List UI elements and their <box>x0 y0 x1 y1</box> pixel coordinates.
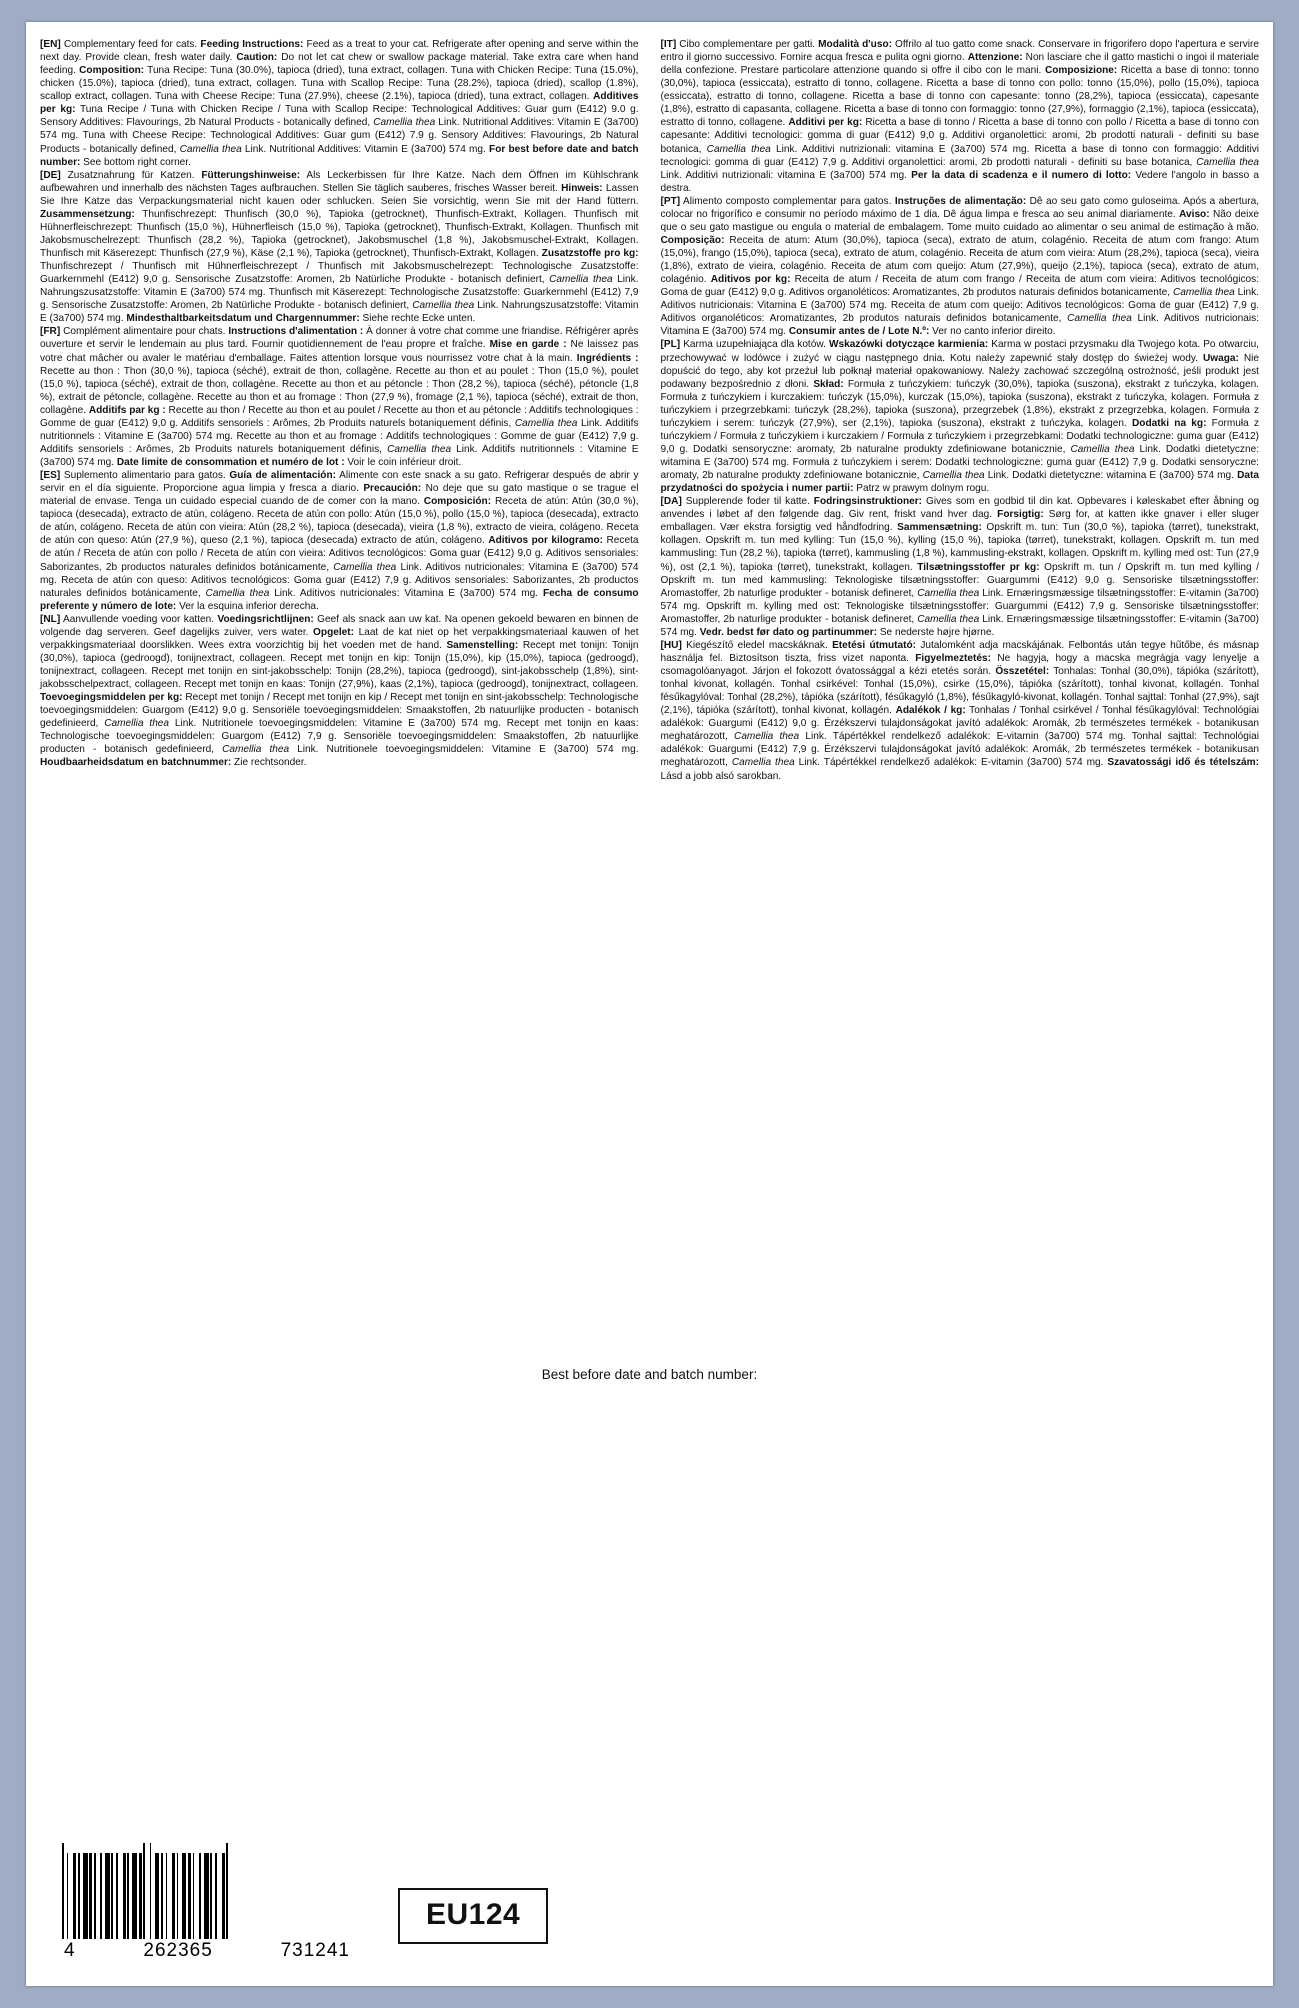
best-before-caption: Best before date and batch number: <box>541 1367 758 1382</box>
lang-tag-en: [EN] <box>40 39 61 50</box>
multilingual-text-columns <box>40 38 1259 1358</box>
batch-code-box: EU124 <box>398 1888 548 1944</box>
barcode-bars <box>62 1843 352 1939</box>
product-label <box>26 22 1273 1986</box>
left-text-column <box>40 38 639 1358</box>
lang-block-hu <box>661 639 1260 783</box>
lang-tag-es: [ES] <box>40 470 61 482</box>
barcode-digit-group-3: 731241 <box>280 1940 350 1961</box>
lang-block-nl <box>40 613 639 770</box>
lang-block-it <box>661 38 1260 195</box>
lang-body-pl: Wskazówki dotyczące karmienia: Karma w postaci przysmaku dla Twojego kota. Po otwarciu, przechowywać w lodówce i zużyć w ciągu następnego dnia. Kotu należy zapewnić stały dostęp do świeżej wody. Uwaga: Nie dopuścić do tego, aby kot przeżuł lub połknął materiał opakowaniowy. Należy zachować szczególną ostrożność, jeśli produkt jest podawany bezpośrednio z dłoni. Skład: Formuła z tuńczykiem: tuńczyk (30,0%), tapioka (suszona), ekstrakt z tuńczyka, kolagen. Formuła z tuńczykiem i kurczakiem: tuńczyk (15,0%), kurczak (15,0%), tapioka (suszona), ekstrakt z tuńczyka, kolagen. Formuła z tuńczykiem i przegrzebkami: tuńczyk (28,2%), tapioka (suszona), przegrzebek (1,8%), ekstrakt z przegrzebka, kolagen. Formuła z tuńczykiem i serem: tuńczyk (27,9%), ser (2,1%), tapioka (suszona), ekstrakt z tuńczyka, kolagen. Dodatki na kg: Formuła z tuńczykiem / Formuła z tuńczykiem i kurczakiem / Formuła z tuńczykiem i przegrzebkami: Dodatki technologiczne: guma guar (E412) 9,0 g. Dodatki sensoryczne: aromaty, 2b naturalne produkty zdefiniowane botanicznie, Camellia thea Link. Dodatki dietetyczne: witamina E (3a700) 574 mg. Formuła z tuńczykiem i serem: Dodatki technologiczne: guma guar (E412) 7,9 g. Dodatki sensoryczne: aromaty, 2b naturalne produkty zdefiniowane botanicznie, Camellia thea Link. Dodatki dietetyczne: witamina E (3a700) 574 mg. Data przydatności do spożycia i numer partii: Patrz w prawym dolnym rogu. <box>660 339 1260 495</box>
right-text-column <box>661 38 1260 1358</box>
lang-lead-fr: Complément alimentaire pour chats. <box>63 326 226 338</box>
lang-body-de: Fütterungshinweise: Als Leckerbissen für Ihre Katze. Nach dem Öffnen im Kühlschrank aufbewahren und innerhalb des nächsten Tages aufbrauchen. Stellen Sie täglich sauberes, frisches Wasser bereit. Hinweis: Lassen Sie Ihre Katze das Verpackungsmaterial nicht kauen oder schlucken. Seien Sie vorsichtig, wenn Sie mit der Hand füttern. Zusammensetzung: Thunfischrezept: Thunfisch (30,0 %), Tapioka (getrocknet), Thunfisch-Extrakt, Kollagen. Thunfisch mit Hühnerfleischrezept: Thunfisch (15,0 %), Hühnerfleisch (15,0 %), Tapioka (getrocknet), Thunfisch-Extrakt, Kollagen. Thunfisch mit Jakobsmuschelrezept: Thunfisch (28,2 %), Tapioka (getrocknet), Jakobsmuschel (1,8 %), Jakobsmuschel-Extrakt, Kollagen. Thunfisch mit Käserezept: Thunfisch (27,9 %), Käse (2,1 %), Tapioka (getrocknet), Thunfisch-Extrakt, Kollagen. Zusatzstoffe pro kg: Thunfischrezept / Thunfisch mit Hühnerfleischrezept / Thunfisch mit Jakobsmuschelrezept: Technologische Zusatzstoffe: Guarkernmehl (E412) 9,0 g. Sensorische Zusatzstoffe: Aromen, 2b Natürliche Produkte - botanisch definiert, Camellia thea Link. Nahrungszusatzstoffe: Vitamin E (3a700) 574 mg. Thunfisch mit Käserezept: Technologische Zusatzstoffe: Guarkernmehl (E412) 7,9 g. Sensorische Zusatzstoffe: Aromen, 2b Natürliche Produkte - botanisch definiert, Camellia thea Link. Nahrungszusatzstoffe: Vitamin E (3a700) 574 mg. Mindesthaltbarkeitsdatum und Chargennummer: Siehe rechte Ecke unten. <box>40 169 639 325</box>
lang-lead-nl: Aanvullende voeding voor katten. <box>63 613 215 625</box>
lang-block-es <box>40 469 639 613</box>
lang-block-da <box>661 495 1260 639</box>
lang-tag-pl: [PL] <box>660 339 681 351</box>
lang-tag-da: [DA] <box>660 496 682 508</box>
lang-block-fr <box>40 325 639 469</box>
lang-body-it: Modalità d'uso: Offrilo al tuo gatto come snack. Conservare in frigorifero dopo l'apertura e servire entro il giorno successivo. Fornire acqua fresca e pulita ogni giorno. Attenzione: Non lasciare che il gatto mastichi o ingoi il materiale della confezione. Prestare particolare attenzione quando si offre il cibo con le mani. Composizione: Ricetta a base di tonno: tonno (30,0%), tapioca (essiccata), estratto di tonno, collagene. Ricetta a base di tonno con pollo: tonno (15,0%), pollo (15,0%), tapioca (essiccata), estratto di tonno, collagene. Ricetta a base di tonno con capesante: tonno (28,2%), tapioca (essiccata), capesante (1,8%), estratto di capasanta, collagene. Ricetta a base di tonno con formaggio: tonno (27,9%), formaggio (2,1%), tapioca (essiccata), estratto di tonno, collagene. Additivi per kg: Ricetta a base di tonno / Ricetta a base di tonno con pollo / Ricetta a base di tonno con capesante: Additivi tecnologici: gomma di guar (E412) 9,0 g. Additivi organolettici: aromi, 2b prodotti naturali - definiti su base botanica, Camellia thea Link. Additivi nutrizionali: vitamina E (3a700) 574 mg. Ricetta a base di tonno con formaggio: Additivi tecnologici: gomma di guar (E412) 7,9 g. Additivi organolettici: aromi, 2b prodotti naturali - definiti su base botanica, Camellia thea Link. Additivi nutrizionali: vitamina E (3a700) 574 mg. Per la data di scadenza e il numero di lotto: Vedere l'angolo in basso a destra. <box>660 39 1260 194</box>
lang-tag-hu: [HU] <box>660 639 682 651</box>
barcode <box>62 1843 352 1962</box>
lang-body-da: Fodringsinstruktioner: Gives som en godbid til din kat. Opbevares i køleskabet efter åbning og anvendes i løbet af den følgende dag. Giv rent, friskt vand hver dag. Forsigtig: Sørg for, at katten ikke gnaver i eller sluger emballagen. Vær ekstra forsigtig ved håndfodring. Sammensætning: Opskrift m. tun: Tun (30,0 %), tapioka (tørret), tunekstrakt, kollagen. Opskrift m. tun med kylling: Tun (15,0 %), kylling (15,0 %), tapioka (tørret), tunekstrakt, kollagen. Opskrift m. tun med kammusling: Tun (28,2 %), tapioka (tørret), kammusling (1,8 %), kammusling-ekstrakt, kollagen. Opskrift m. kylling med ost: Tun (27,9 %), ost (2,1 %), tapioka (tørret), tunekstrakt, kollagen. Tilsætningsstoffer pr kg: Opskrift m. tun / Opskrift m. tun med kylling / Opskrift m. tun med kammusling: Teknologiske tilsætningsstoffer: Guargummi (E412) 9,0 g. Sensoriske tilsætningsstoffer: Aromastoffer, 2b naturlige produkter - botanisk defineret, Camellia thea Link. Ernæringsmæssige tilsætningsstoffer: E-vitamin (3a700) 574 mg. Opskrift m. kylling med ost: Teknologiske tilsætningsstoffer: Guargummi (E412) 7,9 g. Sensoriske tilsætningsstoffer: Aromastoffer, 2b naturlige produkter - botanisk defineret, Camellia thea Link. Ernæringsmæssige tilsætningsstoffer: E-vitamin (3a700) 574 mg. Vedr. bedst før dato og partinummer: Se nederste højre hjørne. <box>660 496 1259 638</box>
lang-block-pl <box>661 338 1260 495</box>
lang-body-nl: Voedingsrichtlijnen: Geef als snack aan uw kat. Na openen gekoeld bewaren en binnen de volgende dag serveren. Geef dagelijks zuiver, vers water. Opgelet: Laat de kat niet op het verpakkingsmateriaal kauwen of het verpakkingsmateriaal doorslikken. Wees extra voorzichtig bij het voeden met de hand. Samenstelling: Recept met tonijn: Tonijn (30,0%), tapioca (gedroogd), tonijnextract, collageen. Recept met tonijn en kip: Tonijn (15,0%), kip (15,0%), tapioca (gedroogd), tonijnextract, collageen. Recept met tonijn en sint-jakobsschelp: Tonijn (28,2%), tapioca (gedroogd), sint-jakobsschelp (1,8%), sint-jakobsschelpextract, collageen. Recept met tonijn en kaas: Tonijn (27,9%), kaas (2,1%), tapioca (gedroogd), tonijnextract, collageen. Toevoegingsmiddelen per kg: Recept met tonijn / Recept met tonijn en kip / Recept met tonijn en sint-jakobsschelp: Technologische toevoegingsmiddelen: Guargom (E412) 9,0 g. Sensoriële toevoegingsmiddelen: Smaakstoffen, 2b natuurlijke producten - botanisch gedefinieerd, Camellia thea Link. Nutritionele toevoegingsmiddelen: Vitamine E (3a700) 574 mg. Recept met tonijn en kaas: Technologische toevoegingsmiddelen: Guargom (E412) 7,9 g. Sensoriële toevoegingsmiddelen: Smaakstoffen, 2b natuurlijke producten - botanisch gedefinieerd, Camellia thea Link. Nutritionele toevoegingsmiddelen: Vitamine E (3a700) 574 mg. Houdbaarheidsdatum en batchnummer: Zie rechtsonder. <box>40 613 639 769</box>
barcode-digit-group-1: 4 <box>64 1940 76 1961</box>
lang-tag-fr: [FR] <box>40 326 61 338</box>
lang-body-hu: Etetési útmutató: Jutalomként adja macskájának. Felbontás után tegye hűtőbe, és másnap használja fel. Biztosítson tiszta, friss vizet naponta. Figyelmeztetés: Ne hagyja, hogy a macska megrágja vagy lenyelje a csomagolóanyagot. Járjon el fokozott óvatossággal a kézi etetés során. Összetétel: Tonhalas: Tonhal (30,0%), tápióka (szárított), tonhal kivonat, kollagén. Tonhal csirkével: Tonhal (15,0%), csirke (15,0%), tápióka (szárított), tonhal kivonat, kollagén. Tonhal fésűkagylóval: Tonhal (28,2%), tápióka (szárított), fésűkagyló (1,8%), fésűkagyló-kivonat, kollagén. Tonhal sajttal: Tonhal (27,9%), sajt (2,1%), tápióka (szárított), tonhal kivonat, kollagén. Adalékok / kg: Tonhalas / Tonhal csirkével / Tonhal fésűkagylóval: Technológiai adalékok: Guargumi (E412) 9,0 g. Érzékszervi tulajdonságokat javító adalékok: Aromák, 2b természetes termékek - botanikusan meghatározott, Camellia thea Link. Tápértékkel rendelkező adalékok: E-vitamin (3a700) 574 mg. Tonhal sajttal: Technológiai adalékok: Guargumi (E412) 7,9 g. Érzékszervi tulajdonságokat javító adalékok: Aromák, 2b természetes termékek - botanikusan meghatározott, Camellia thea Link. Tápértékkel rendelkező adalékok: E-vitamin (3a700) 574 mg. Szavatossági idő és tételszám: Lásd a jobb alsó sarokban. <box>660 639 1260 782</box>
barcode-digits <box>62 1940 352 1962</box>
barcode-digit-group-2: 262365 <box>143 1940 213 1961</box>
lang-lead-es: Suplemento alimentario para gatos. <box>63 470 226 482</box>
lang-tag-nl: [NL] <box>40 613 61 625</box>
lang-block-en <box>40 38 639 169</box>
lang-block-pt <box>661 195 1260 339</box>
lang-lead-pl: Karma uzupełniająca dla kotów. <box>683 339 826 351</box>
lang-tag-de: [DE] <box>40 169 61 181</box>
lang-lead-pt: Alimento composto complementar para gatos. <box>683 195 892 207</box>
lang-lead-en: Complementary feed for cats. <box>63 39 198 50</box>
lang-body-es: Guía de alimentación: Alimente con este snack a su gato. Refrigerar después de abrir y servir en el día siguiente. Proporcione agua limpia y fresca a diario. Precaución: No deje que su gato mastique o se trague el material de envase. Tenga un cuidado especial cuando de de comer con la mano. Composición: Receta de atún: Atún (30,0 %), tapioca (desecada), extracto de atún, colágeno. Receta de atún con pollo: Atún (15,0 %), pollo (15,0 %), tapioca (desecada), extracto de atún, colágeno. Receta de atún con vieira: Atún (28,2 %), tapioca (desecada), vieira (1,8 %), extracto de vieira, colágeno. Receta de atún con queso: Atún (27,9 %), queso (2,1 %), tapioca (desecada) extracto de atún, colágeno. Aditivos por kilogramo: Receta de atún / Receta de atún con pollo / Receta de atún con vieira: Aditivos tecnológicos: Goma guar (E412) 9,0 g. Aditivos sensoriales: Saborizantes, 2b productos naturales definidos botánicamente, Camellia thea Link. Aditivos nutricionales: Vitamina E (3a700) 574 mg. Receta de atún con queso: Aditivos tecnológicos: Goma guar (E412) 7,9 g. Aditivos sensoriales: Saborizantes, 2b productos naturales definidos botánicamente, Camellia thea Link. Aditivos nutricionales: Vitamina E (3a700) 574 mg. Fecha de consumo preferente y número de lote: Ver la esquina inferior derecha. <box>40 470 639 612</box>
lang-block-de <box>40 169 639 326</box>
lang-body-fr: Instructions d'alimentation : À donner à votre chat comme une friandise. Réfrigérer après ouverture et servir le lendemain au plus tard. Fournir quotidiennement de l'eau propre et fraîche. Mise en garde : Ne laissez pas votre chat mâcher ou avaler le matériau d'emballage. Faites attention lorsque vous nourrissez votre chat à la main. Ingrédients : Recette au thon : Thon (30,0 %), tapioca (séché), extrait de thon, collagène. Recette au thon et au poulet : Thon (15,0 %), poulet (15,0 %), tapioca (séché), extrait de thon, collagène. Recette au thon et au pétoncle : Thon (28,2 %), tapioca (séché), pétoncle (1,8 %), extrait de pétoncle, collagène. Recette au thon et au fromage : Thon (27,9 %), fromage (2,1 %), tapioca (séché), extrait de thon, collagène. Additifs par kg : Recette au thon / Recette au thon et au poulet / Recette au thon et au pétoncle : Additifs technologiques : Gomme de guar (E412) 9,0 g. Additifs sensoriels : Arômes, 2b Produits naturels botaniquement définis, Camellia thea Link. Additifs nutritionnels : Vitamine E (3a700) 574 mg. Recette au thon et au fromage : Additifs technologiques : Gomme de guar (E412) 7,9 g. Additifs sensoriels : Arômes, 2b Produits naturels botaniquement définis, Camellia thea Link. Additifs nutritionnels : Vitamine E (3a700) 574 mg. Date limite de consommation et numéro de lot : Voir le coin inférieur droit. <box>40 326 639 468</box>
lang-lead-da: Supplerende foder til katte. <box>685 496 810 508</box>
lang-lead-de: Zusatznahrung für Katzen. <box>67 169 195 181</box>
lang-lead-hu: Kiegészítő eledel macskáknak. <box>686 639 828 651</box>
lang-body-en: Feeding Instructions: Feed as a treat to your cat. Refrigerate after opening and serve within the next day. Provide clean, fresh water daily. Caution: Do not let cat chew or swallow package material. Take extra care when hand feeding. Composition: Tuna Recipe: Tuna (30.0%), tapioca (dried), tuna extract, collagen. Tuna with Chicken Recipe: Tuna (15.0%), chicken (15.0%), tapioca (dried), tuna extract, collagen. Tuna with Scallop Recipe: Tuna (28.2%), tapioca (dried), scallop (1.8%), scallop extract, collagen. Tuna with Cheese Recipe: Tuna (27.9%), cheese (2.1%), tapioca (dried), tuna extract, collagen. Additives per kg: Tuna Recipe / Tuna with Chicken Recipe / Tuna with Scallop Recipe: Technological Additives: Guar gum (E412) 9.0 g. Sensory Additives: Flavourings, 2b Natural Products - botanically defined, Camellia thea Link. Nutritional Additives: Vitamin E (3a700) 574 mg. Tuna with Cheese Recipe: Technological Additives: Guar gum (E412) 7.9 g. Sensory Additives: Flavourings, 2b Natural Products - botanically defined, Camellia thea Link. Nutritional Additives: Vitamin E (3a700) 574 mg. For best before date and batch number: See bottom right corner. <box>40 39 639 168</box>
lang-tag-pt: [PT] <box>660 195 681 207</box>
lang-body-pt: Instruções de alimentação: Dê ao seu gato como guloseima. Após a abertura, colocar no frigorífico e consumir no período máximo de 1 dia. Dê água limpa e fresca ao seu animal diariamente. Aviso: Não deixe que o seu gato mastigue ou engula o material de embalagem. Tome muito cuidado ao alimentar o seu animal de estimação à mão. Composição: Receita de atum: Atum (30,0%), tapioca (seca), extrato de atum, colagénio. Receita de atum com frango: Atum (15,0%), frango (15,0%), tapioca (seca), extrato de atum, colagénio. Receita de atum com vieira: Atum (28,2%), tapioca (seca), vieira (1,8%), extrato de vieira, colagénio. Receita de atum com queijo: Atum (27,9%), queijo (2,1%), tapioca (seca), extrato de atum, colagénio. Aditivos por kg: Receita de atum / Receita de atum com frango / Receita de atum com vieira: Aditivos tecnológicos: Goma de guar (E412) 9,0 g. Aditivos organoléticos: Aromatizantes, 2b produtos naturais definidos botanicamente, Camellia thea Link. Aditivos nutricionais: Vitamina E (3a700) 574 mg. Receita de atum com queijo: Aditivos tecnológicos: Goma de guar (E412) 7,9 g. Aditivos organoléticos: Aromatizantes, 2b produtos naturais definidos botanicamente, Camellia thea Link. Aditivos nutricionais: Vitamina E (3a700) 574 mg. Consumir antes de / Lote N.º: Ver no canto inferior direito. <box>660 195 1260 338</box>
lang-lead-it: Cibo complementare per gatti. <box>679 39 816 50</box>
lang-tag-it: [IT] <box>660 39 677 50</box>
